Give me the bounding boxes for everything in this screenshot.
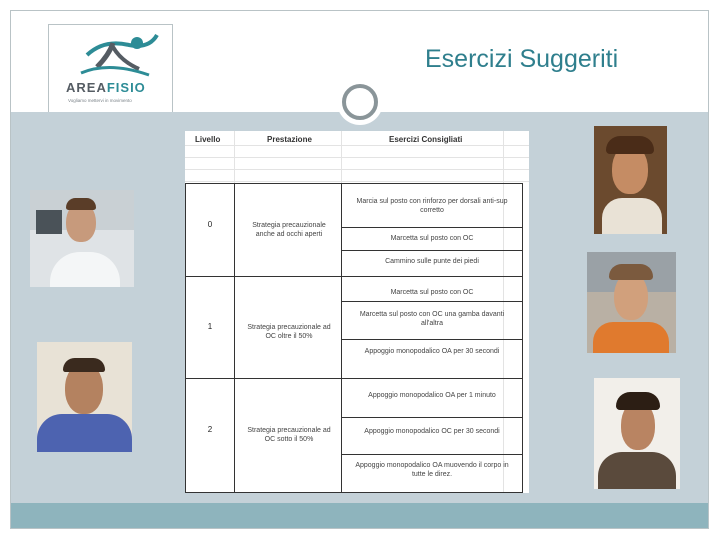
- exercise-0-2: Cammino sulle punte dei piedi: [385, 258, 479, 265]
- exercise-2-0: Appoggio monopodalico OA per 1 minuto: [368, 392, 496, 399]
- person-photo-4: [587, 252, 676, 353]
- person-photo-2: [37, 342, 132, 452]
- exercise-2-1: Appoggio monopodalico OC per 30 secondi: [364, 428, 500, 435]
- header-livello: Livello: [195, 135, 221, 144]
- exercise-table: [185, 131, 529, 493]
- exercise-1-0: Marcetta sul posto con OC: [390, 289, 474, 296]
- exercise-0-0: Marcia sul posto con rinforzo per dorsali anti-sup corretto: [356, 198, 508, 214]
- performance-0: Strategia precauzionale anche ad occhi aperti: [252, 222, 326, 238]
- level-1: 1: [207, 322, 213, 331]
- exercise-1-1: Marcetta sul posto con OC una gamba davanti all'altra: [359, 311, 505, 327]
- page-title: Esercizi Suggeriti: [425, 45, 619, 73]
- logo-wordmark: AREAFISIO: [66, 80, 146, 95]
- header-prestazione: Prestazione: [267, 135, 312, 144]
- divider-circle-icon: [337, 79, 383, 125]
- exercise-0-1: Marcetta sul posto con OC: [390, 235, 474, 242]
- header-esercizi: Esercizi Consigliati: [389, 135, 463, 144]
- exercise-1-2: Appoggio monopodalico OA per 30 secondi: [364, 348, 500, 355]
- level-0: 0: [207, 220, 213, 229]
- person-photo-1: [30, 190, 134, 287]
- person-photo-3: [594, 126, 667, 234]
- person-photo-5: [594, 378, 680, 489]
- exercise-2-2: Appoggio monopodalico OA muovendo il corpo in tutte le direz.: [355, 462, 509, 478]
- performance-1: Strategia precauzionale ad OC oltre il 50%: [247, 324, 331, 340]
- level-2: 2: [207, 425, 213, 434]
- performance-2: Strategia precauzionale ad OC sotto il 50%: [247, 427, 331, 443]
- logo-tagline: Vogliamo mettervi in movimento: [68, 98, 132, 103]
